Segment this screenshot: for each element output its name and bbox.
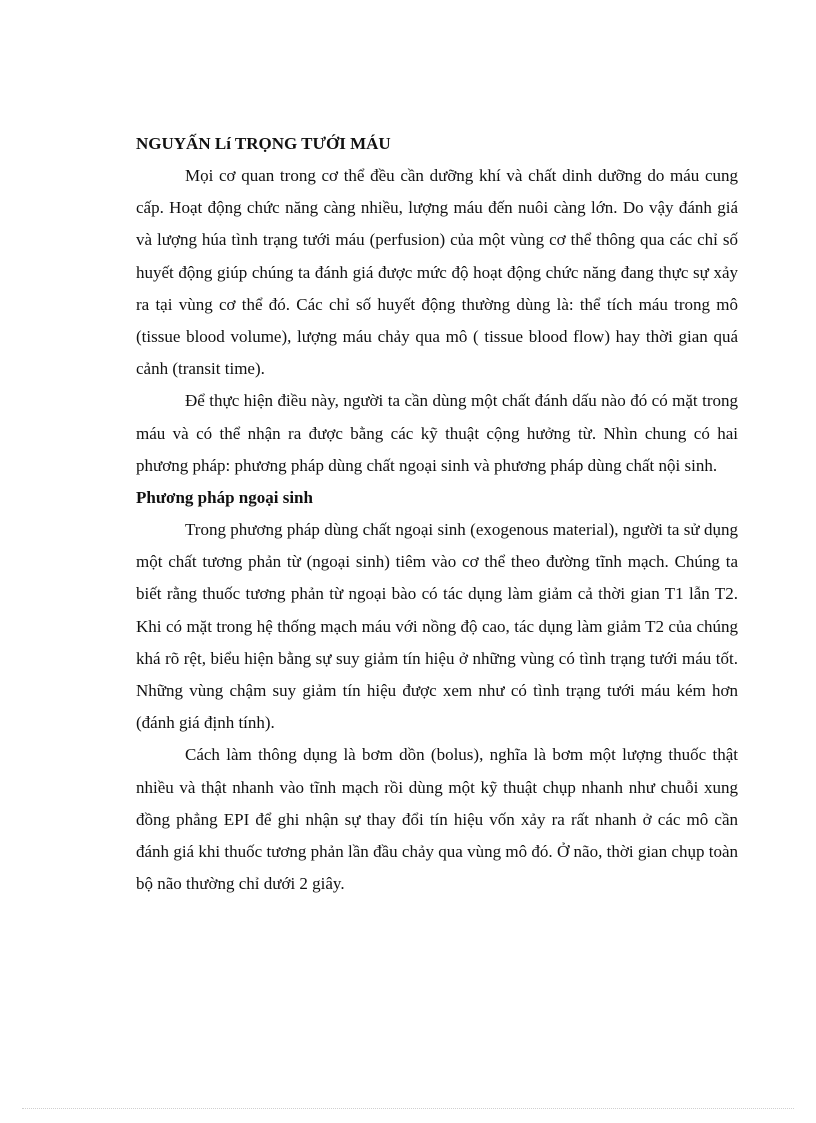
paragraph-exogenous-method: Trong phương pháp dùng chất ngoại sinh (exogenous material), người ta sử dụng một chất tương phản từ (ngoại sinh) tiêm vào cơ thể theo đường tĩnh mạch. Chúng ta biết rằng thuốc tương phản từ ngoại bào có tác dụng làm giảm cả thời gian T1 lẫn T2. Khi có mặt trong hệ thống mạch máu với nồng độ cao, tác dụng làm giảm T2 của chúng khá rõ rệt, biểu hiện bằng sự suy giảm tín hiệu ở những vùng có tình trạng tưới máu tốt. Những vùng chậm suy giảm tín hiệu được xem như có tình trạng tưới máu kém hơn (đánh giá định tính). (136, 520, 738, 733)
paragraph-perfusion-intro: Mọi cơ quan trong cơ thể đều cần dưỡng khí và chất dinh dưỡng do máu cung cấp. Hoạt động chức năng càng nhiều, lượng máu đến nuôi càng lớn. Do vậy đánh giá và lượng húa tình trạng tưới máu (perfusion) của một vùng cơ thể thông qua các chỉ số huyết động giúp chúng ta đánh giá được mức độ hoạt động chức năng đang thực sự xảy ra tại vùng cơ thể đó. Các chỉ số huyết động thường dùng là: thể tích máu trong mô (tissue blood volume), lượng máu chảy qua mô ( tissue blood flow) hay thời gian quá cảnh (transit time). (136, 166, 738, 379)
document-title: NGUYẤN Lí TRỌNG TƯỚI MÁU (136, 134, 391, 153)
page-footer-divider (22, 1108, 794, 1109)
document-body (136, 128, 738, 900)
paragraph-methods-overview: Để thực hiện điều này, người ta cần dùng một chất đánh dấu nào đó có mặt trong máu và có thể nhận ra được bằng các kỹ thuật cộng hưởng từ. Nhìn chung có hai phương pháp: phương pháp dùng chất ngoại sinh và phương pháp dùng chất nội sinh. (136, 391, 738, 475)
section-heading: Phương pháp ngoại sinh (136, 488, 313, 508)
paragraph-bolus-technique: Cách làm thông dụng là bơm dồn (bolus), nghĩa là bơm một lượng thuốc thật nhiều và thật nhanh vào tĩnh mạch rồi dùng một kỹ thuật chụp nhanh như chuỗi xung đồng phẳng EPI để ghi nhận sự thay đổi tín hiệu vốn xảy ra rất nhanh ở các mô cần đánh giá khi thuốc tương phản lần đầu chảy qua vùng mô đó. Ở não, thời gian chụp toàn bộ não thường chỉ dưới 2 giây. (136, 745, 738, 894)
